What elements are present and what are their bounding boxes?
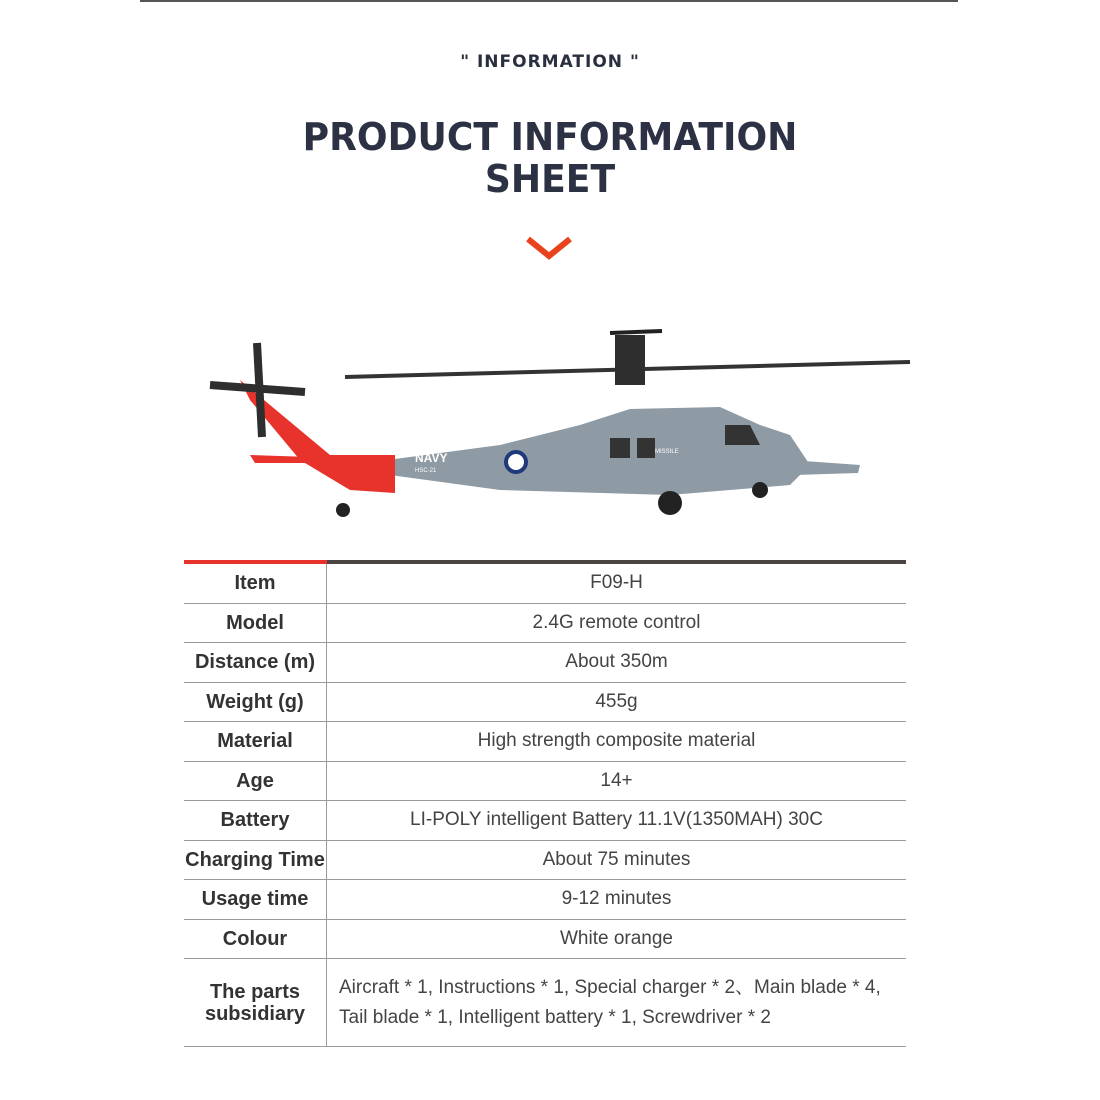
table-row: [184, 643, 906, 683]
table-row: [184, 722, 906, 762]
row-value: About 75 minutes: [542, 848, 691, 870]
page-title: [28, 116, 1073, 200]
helicopter-product-image: [200, 325, 920, 525]
parts-key-line-1: The parts: [209, 980, 300, 1003]
chevron-down-icon: [526, 236, 572, 260]
title-line-1: PRODUCT INFORMATION: [302, 115, 798, 159]
row-key: Weight (g): [184, 683, 327, 722]
row-value: F09-H: [590, 572, 643, 594]
row-value: About 350m: [565, 651, 668, 673]
row-key: Age: [184, 762, 327, 801]
row-value: 9-12 minutes: [561, 888, 672, 910]
table-row: [184, 880, 906, 920]
missile-label: MISSILE: [655, 449, 679, 455]
row-value: [327, 973, 906, 1033]
top-divider: [140, 0, 958, 2]
row-key: [184, 959, 327, 1046]
table-row-parts: [184, 959, 906, 1047]
table-row: [184, 841, 906, 881]
table-row: [184, 801, 906, 841]
row-key: Usage time: [184, 880, 327, 919]
parts-value-line-1: Aircraft * 1, Instructions * 1, Special charger * 2、Main blade * 4,: [339, 976, 881, 998]
row-key: Distance (m): [184, 643, 327, 682]
row-key: Item: [184, 564, 327, 603]
row-value: 2.4G remote control: [532, 611, 701, 633]
row-key: Battery: [184, 801, 327, 840]
row-value: White orange: [559, 927, 673, 949]
table-row: [184, 683, 906, 723]
row-key: Colour: [184, 920, 327, 959]
table-row: [184, 920, 906, 960]
row-key: Charging Time: [184, 841, 327, 880]
row-value: High strength composite material: [477, 730, 756, 752]
title-line-2: SHEET: [484, 157, 616, 201]
row-key: Material: [184, 722, 327, 761]
parts-value-line-2: Tail blade * 1, Intelligent battery * 1, Screwdriver * 2: [339, 1006, 771, 1028]
spec-table: [184, 560, 906, 1047]
table-row: [184, 604, 906, 644]
table-row: [184, 762, 906, 802]
navy-label: NAVY: [415, 451, 448, 465]
row-value: 14+: [600, 769, 633, 791]
parts-key-line-2: subsidiary: [204, 1002, 306, 1025]
squadron-label: HSC-21: [415, 468, 437, 474]
row-value: LI-POLY intelligent Battery 11.1V(1350MAH) 30C: [410, 809, 823, 831]
section-eyebrow: " INFORMATION ": [460, 52, 640, 72]
row-value: 455g: [595, 690, 638, 712]
row-key: Model: [184, 604, 327, 643]
table-row: [184, 564, 906, 604]
